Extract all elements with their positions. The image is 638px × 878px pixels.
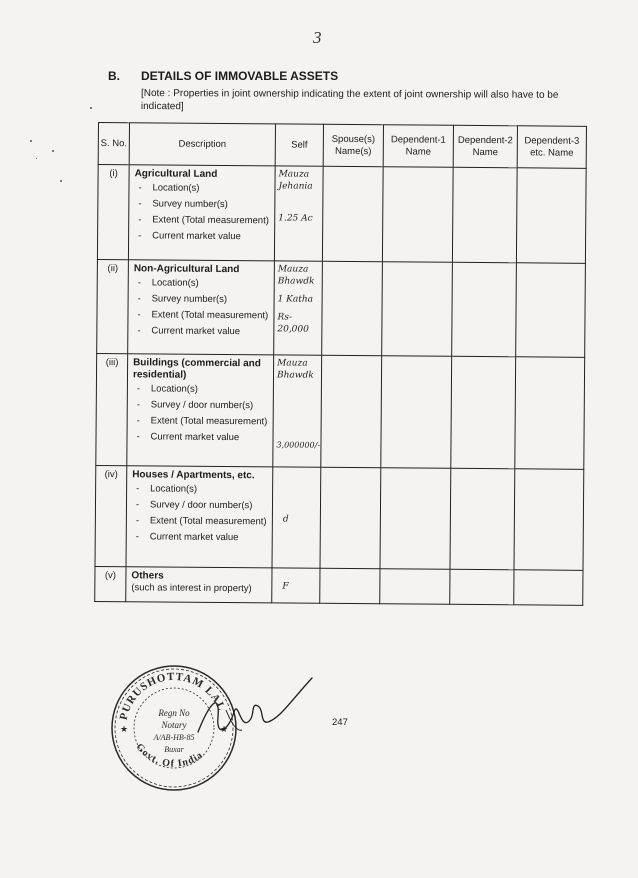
field-item: - Location(s) <box>133 383 271 396</box>
dependent-2-cell <box>450 569 514 605</box>
self-cell <box>274 166 323 261</box>
spouse-cell <box>320 568 380 603</box>
self-cell <box>274 261 323 355</box>
dependent-1-cell <box>382 262 453 357</box>
spouse-cell <box>322 261 383 355</box>
scan-speck <box>30 140 32 142</box>
self-cell <box>272 568 320 603</box>
header-dependent-1: Dependent-1 Name <box>383 125 453 168</box>
field-list <box>134 182 272 243</box>
section-letter: B. <box>108 69 120 83</box>
field-item: - Extent (Total measurement) <box>134 214 272 227</box>
table-header-row <box>98 123 586 169</box>
handwritten-entry: Rs-20,000 <box>277 312 309 335</box>
dependent-3-cell <box>514 570 583 606</box>
row-sno: (v) <box>95 566 126 601</box>
dependent-2-cell <box>451 356 516 468</box>
spouse-cell <box>321 355 382 467</box>
field-item: - Current market value <box>132 531 270 544</box>
signature-scribble <box>190 672 320 752</box>
category-title: Others <box>131 570 164 582</box>
stamp-line-1: Regn No <box>158 708 190 718</box>
row-description <box>126 466 273 568</box>
table-row <box>95 566 583 605</box>
scan-speck <box>36 158 37 159</box>
handwritten-entry: Mauza Jehania <box>278 169 313 192</box>
dependent-1-cell <box>380 468 451 570</box>
field-item: - Survey / door number(s) <box>132 499 270 512</box>
dependent-3-cell <box>516 168 586 264</box>
header-spouse: Spouse(s) Name(s) <box>323 124 383 166</box>
stamp-name: PURUSHOTTAM LAL <box>117 670 228 722</box>
handwritten-entry: 3,000000/- <box>276 440 321 450</box>
table-row <box>95 465 584 570</box>
category-title: Non-Agricultural Land <box>133 263 240 276</box>
section-title: DETAILS OF IMMOVABLE ASSETS <box>141 69 339 83</box>
field-item: - Extent (Total measurement) <box>133 309 271 322</box>
handwritten-entry: d <box>282 514 289 525</box>
scan-speck <box>52 150 54 152</box>
stamp-line-3: A/AB-HB-85 <box>153 733 195 742</box>
dependent-2-cell <box>452 262 517 356</box>
header-sno: S. No. <box>98 123 129 165</box>
stamp-line-2: Notary <box>161 720 187 730</box>
row-description <box>128 260 275 355</box>
dependent-2-cell <box>450 468 515 569</box>
row-description <box>127 354 274 467</box>
spouse-cell <box>320 467 381 568</box>
table-row <box>97 259 586 357</box>
dependent-3-cell <box>515 357 585 470</box>
field-item: - Survey number(s) <box>134 198 272 211</box>
field-list <box>132 383 270 444</box>
field-item: - Survey / door number(s) <box>133 399 271 412</box>
page-number: 247 <box>332 717 348 728</box>
field-list <box>133 277 271 338</box>
row-sno: (i) <box>97 165 129 260</box>
category-title: Houses / Apartments, etc. <box>132 469 255 482</box>
immovable-assets-table <box>94 122 587 606</box>
field-item: - Extent (Total measurement) <box>132 515 270 528</box>
row-description <box>126 567 272 603</box>
star-icon: ★ <box>120 724 129 734</box>
spouse-cell <box>322 166 383 261</box>
field-item: - Location(s) <box>134 182 272 195</box>
row-sno: (ii) <box>97 259 129 353</box>
star-icon: ★ <box>220 724 229 734</box>
scan-speck <box>90 107 92 109</box>
field-item: - Current market value <box>132 431 270 444</box>
handwritten-entry: 1.25 Ac <box>278 213 313 224</box>
category-title: Buildings (commercial and residential) <box>132 357 261 381</box>
row-description <box>128 165 275 261</box>
table-row <box>96 353 585 469</box>
table-row <box>97 165 586 264</box>
dependent-1-cell <box>380 569 450 605</box>
row-sno: (iv) <box>95 465 127 566</box>
field-item: - Survey number(s) <box>134 293 272 306</box>
field-list <box>132 483 270 544</box>
dependent-1-cell <box>381 356 452 469</box>
field-item: - Location(s) <box>134 277 272 290</box>
header-description: Description <box>129 123 275 166</box>
dependent-3-cell <box>514 469 584 571</box>
handwritten-entry: Mauza Bhawdk <box>277 264 315 287</box>
header-self: Self <box>275 124 323 166</box>
dependent-3-cell <box>516 263 586 358</box>
dependent-1-cell <box>382 167 453 263</box>
self-cell <box>273 355 322 467</box>
handwritten-entry: Mauza Bhawdk <box>276 358 314 381</box>
header-dependent-2: Dependent-2 Name <box>453 125 517 168</box>
field-item: - Location(s) <box>132 483 270 496</box>
handwritten-entry: F <box>282 581 289 592</box>
header-dependent-3: Dependent-3 etc. Name <box>517 126 586 169</box>
field-item: - Current market value <box>133 325 271 338</box>
scan-speck <box>60 180 62 182</box>
page-mark-top: 3 <box>313 28 322 47</box>
stamp-line-4: Buxar <box>164 745 184 754</box>
field-item: - Extent (Total measurement) <box>133 415 271 428</box>
field-item: - Current market value <box>134 230 272 243</box>
dependent-2-cell <box>452 167 517 262</box>
section-note: [Note : Properties in joint ownership indicating the extent of joint ownership will also have to be indicated] <box>140 87 559 113</box>
category-subtitle: (such as interest in property) <box>131 582 252 595</box>
category-title: Agricultural Land <box>134 168 218 180</box>
row-sno: (iii) <box>96 353 128 465</box>
self-cell <box>272 467 321 568</box>
stamp-bottom-text: Govt. Of India <box>133 741 206 770</box>
handwritten-entry: 1 Katha <box>277 294 314 305</box>
